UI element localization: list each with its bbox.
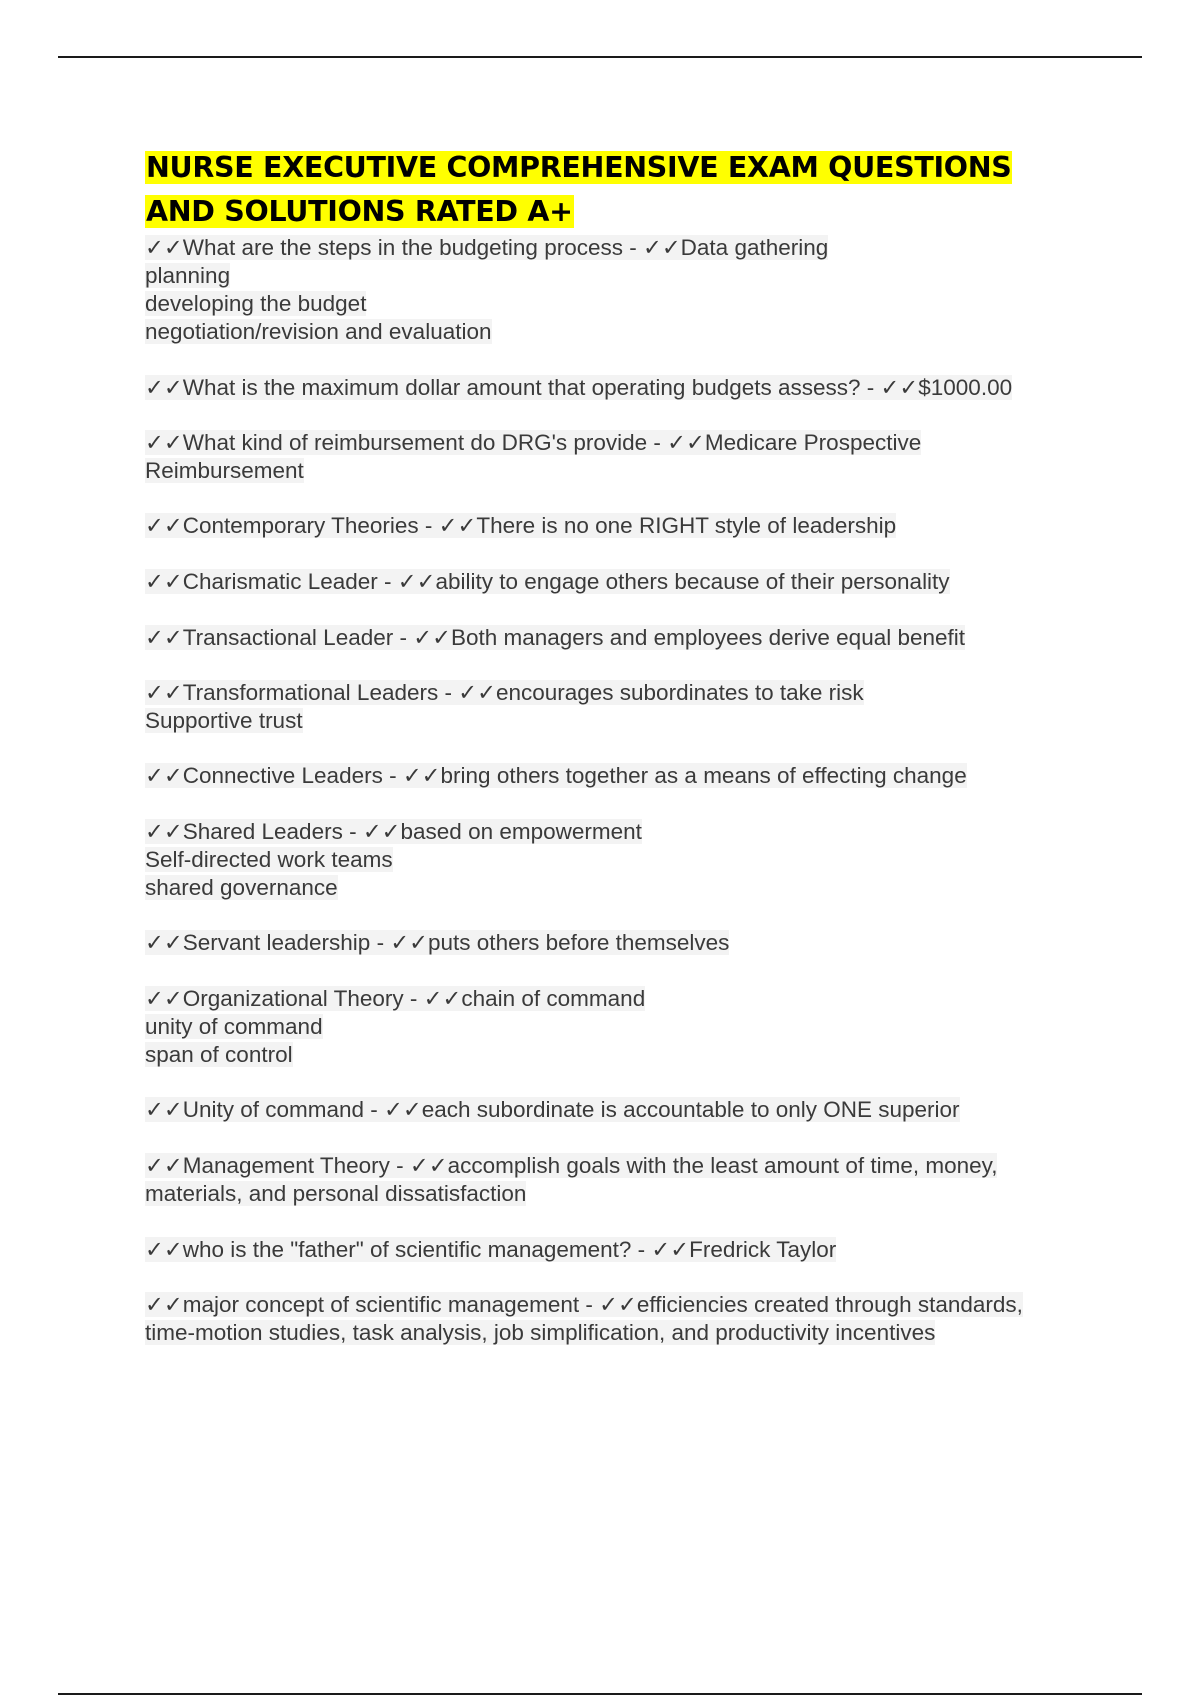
qa-answer-line: planning	[145, 263, 231, 288]
qa-question-line: ✓✓What kind of reimbursement do DRG's provide - ✓✓Medicare Prospective	[145, 430, 922, 455]
top-rule	[58, 56, 1142, 58]
qa-answer-line: shared governance	[145, 875, 338, 900]
qa-question-line: ✓✓Transformational Leaders - ✓✓encourages subordinates to take risk	[145, 680, 864, 705]
qa-question-line: ✓✓who is the "father" of scientific management? - ✓✓Fredrick Taylor	[145, 1237, 837, 1262]
qa-item	[145, 374, 1105, 402]
qa-question-line: ✓✓Contemporary Theories - ✓✓There is no one RIGHT style of leadership	[145, 513, 897, 538]
qa-item	[145, 234, 1105, 346]
qa-question-line: ✓✓Shared Leaders - ✓✓based on empowerment	[145, 819, 642, 844]
title-line-2: AND SOLUTIONS RATED A+	[146, 195, 573, 228]
qa-question-line: ✓✓Transactional Leader - ✓✓Both managers and employees derive equal benefit	[145, 625, 966, 650]
qa-question-line: ✓✓Charismatic Leader - ✓✓ability to engage others because of their personality	[145, 569, 950, 594]
document-title	[145, 146, 1105, 234]
title-line-1: NURSE EXECUTIVE COMPREHENSIVE EXAM QUESTIONS	[146, 151, 1012, 184]
qa-item	[145, 429, 1105, 485]
qa-question-line: ✓✓major concept of scientific management - ✓✓efficiencies created through standards,	[145, 1292, 1023, 1317]
qa-answer-line: developing the budget	[145, 291, 367, 316]
qa-item	[145, 568, 1105, 596]
qa-item	[145, 1236, 1105, 1264]
qa-item	[145, 1152, 1105, 1208]
qa-item	[145, 1291, 1105, 1347]
qa-answer-line: negotiation/revision and evaluation	[145, 319, 492, 344]
qa-item	[145, 512, 1105, 540]
qa-answer-line: Supportive trust	[145, 708, 303, 733]
qa-answer-line: unity of command	[145, 1014, 323, 1039]
qa-question-line: ✓✓Connective Leaders - ✓✓bring others together as a means of effecting change	[145, 763, 967, 788]
qa-answer-line: Reimbursement	[145, 458, 304, 483]
qa-item	[145, 818, 1105, 902]
qa-item	[145, 679, 1105, 735]
bottom-rule	[58, 1693, 1142, 1695]
qa-question-line: ✓✓What are the steps in the budgeting process - ✓✓Data gathering	[145, 235, 829, 260]
qa-answer-line: materials, and personal dissatisfaction	[145, 1181, 527, 1206]
qa-item	[145, 624, 1105, 652]
qa-answer-line: time-motion studies, task analysis, job simplification, and productivity incentives	[145, 1320, 936, 1345]
qa-answer-line: Self-directed work teams	[145, 847, 393, 872]
qa-item	[145, 929, 1105, 957]
qa-question-line: ✓✓What is the maximum dollar amount that operating budgets assess? - ✓✓$1000.00	[145, 375, 1013, 400]
qa-item	[145, 762, 1105, 790]
qa-question-line: ✓✓Unity of command - ✓✓each subordinate is accountable to only ONE superior	[145, 1097, 960, 1122]
qa-item	[145, 985, 1105, 1069]
document-body	[145, 146, 1105, 1347]
qa-question-line: ✓✓Servant leadership - ✓✓puts others before themselves	[145, 930, 730, 955]
qa-item	[145, 1096, 1105, 1124]
qa-question-line: ✓✓Organizational Theory - ✓✓chain of command	[145, 986, 646, 1011]
qa-list	[145, 234, 1105, 1347]
qa-answer-line: span of control	[145, 1042, 293, 1067]
qa-question-line: ✓✓Management Theory - ✓✓accomplish goals with the least amount of time, money,	[145, 1153, 998, 1178]
